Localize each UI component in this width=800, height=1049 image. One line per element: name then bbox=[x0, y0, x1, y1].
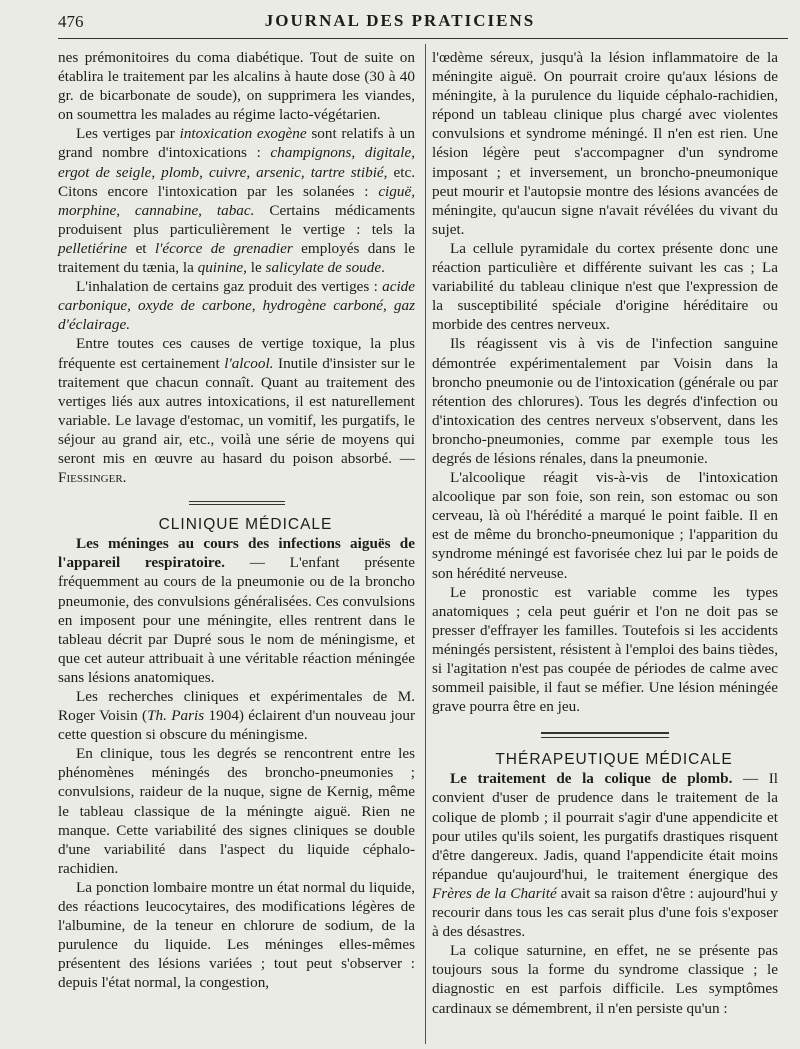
section-title: THÉRAPEUTIQUE MÉDICALE bbox=[495, 751, 733, 769]
paragraph: L'alcoolique réagit vis-à-vis de l'intoxication alcoolique par son foie, son rein, son estomac ou son cerveau, là où l'hérédité a marqué le point faible. Il en est de même du broncho-pneumonique ; l'apparition du syndrome méningé est favorisée chez lui par le poids de son hérédité nerveuse. bbox=[432, 469, 778, 582]
article-first-paragraph: Les méninges au cours des infections aiguës de l'appareil respiratoire. — L'enfant présente fréquemment au cours de la pneumonie ou de la broncho pneumonie, des convulsions généralisées. Ces convulsions en imposent pour une méningite, elles rentrent dans le tableau décrit par Dupré sous le nom de méningisme, et que cet auteur attribuait à une véritable réaction méningée sans lésions anatomiques. bbox=[58, 535, 415, 686]
paragraph: La colique saturnine, en effet, ne se présente pas toujours sous la forme du syndrome classique ; le diagnostic en est parfois difficile. Les symptômes cardinaux se démembrent, il n'en persiste qu'un : bbox=[432, 942, 778, 1017]
section-ornament bbox=[189, 501, 285, 505]
article-first-paragraph: Le traitement de la colique de plomb. — Il convient d'user de prudence dans le traitement de la colique de plomb ; il pourrait s'agir d'une appendicite et pour utiles qu'ils soient, les purgatifs drastiques risquent d'être dangereux. Jadis, quand l'appendicite était moins répandue qu'aujourd'hui, le traitement énergique des Frères de la Charité avait sa raison d'être : aujourd'hui y recourir dans tous les cas serait plus d'une fois s'exposer à des désastres. bbox=[432, 770, 778, 941]
section-ornament bbox=[541, 732, 669, 738]
header-rule bbox=[58, 38, 788, 39]
article-title: Les méninges au cours des infections aiguës de l'appareil respiratoire. bbox=[58, 535, 415, 572]
paragraph: Les vertiges par intoxication exogène sont relatifs à un grand nombre d'intoxications : champignons, digitale, ergot de seigle, plomb, cuivre, arsenic, tartre stibié, etc. Citons encore l'intoxication par les solanées : ciguë, morphine, cannabine, tabac. Certains médicaments produisent plus particulièrement le vertige : tels la pelletiérine et l'écorce de grenadier employés dans le traitement du tænia, la quinine, le salicylate de soude. bbox=[58, 125, 416, 277]
paragraph: La ponction lombaire montre un état normal du liquide, des réactions leucocytaires, des modifications légères de l'albumine, de la teneur en chlorure de sodium, de la purulence du liquide. Les méninges elles-mêmes présentent des lésions variées ; tout peut s'observer : depuis l'état normal, la congestion, bbox=[58, 878, 415, 992]
paragraph: Les recherches cliniques et expérimentales de M. Roger Voisin (Th. Paris 1904) éclairent d'un nouveau jour cette question si obscure du méningisme. bbox=[58, 688, 416, 744]
running-head: JOURNAL DES PRATICIENS bbox=[264, 11, 536, 30]
article-title: Le traitement de la colique de plomb. bbox=[450, 770, 733, 788]
left-column bbox=[58, 48, 415, 993]
section-title: CLINIQUE MÉDICALE bbox=[158, 516, 333, 534]
paragraph: l'œdème séreux, jusqu'à la lésion inflammatoire de la méningite aiguë. On pourrait croire qu'aux lésions de méningite, à la purulence du liquide céphalo-rachidien, répond un tableau clinique plus chargé avec violentes convulsions et syndrome méningé. Il n'en est rien. Une lésion légère peut s'accompagner d'un syndrome imposant ; et inversement, un broncho-pneumonique peut mourir et l'autopsie montre des lésions avancées de méningite, qu'aucun signe n'avait révélées du vivant du sujet. bbox=[432, 49, 778, 238]
paragraph: nes prémonitoires du coma diabétique. Tout de suite on établira le traitement par les alcalins à haute dose (30 à 40 gr. de bicarbonate de soude), on supprimera les viandes, on soumettra les malades au régime lacto-végétarien. bbox=[58, 49, 415, 124]
right-column bbox=[432, 48, 778, 1018]
paragraph: La cellule pyramidale du cortex présente donc une réaction particulière et différente suivant les cas ; La variabilité du tableau clinique n'est que l'expression de la susceptibilité spéciale d'origine héréditaire ou morbide des centres nerveux. bbox=[432, 239, 778, 334]
paragraph: Ils réagissent vis à vis de l'infection sanguine démontrée expérimentalement par Voisin dans la broncho pneumonie ou de l'intoxication (générale ou par rétention des chlorures). Tous les degrés d'infection ou d'intoxication des centres nerveux s'observent, dans les broncho-pneumonies, comme par exemple tous les degrés de lésions rénales, dans la pneumonie. bbox=[432, 335, 778, 467]
paragraph: L'inhalation de certains gaz produit des vertiges : acide carbonique, oxyde de carbone, hydrogène carboné, gaz d'éclairage. bbox=[58, 278, 415, 334]
paragraph: En clinique, tous les degrés se rencontrent entre les phénomènes méningés des broncho-pneumonies ; convulsions, raideur de la nuque, signe de Kernig, même le tableau classique de la méningte aiguë. Rien ne manque. Cette variabilité des signes cliniques se double d'une variabilité dans l'aspect du liquide céphalo-rachidien. bbox=[58, 745, 415, 877]
paragraph: Le pronostic est variable comme les types anatomiques ; cela peut guérir et l'on ne doit pas se presser d'effrayer les familles. Toutefois si les accidents méningés persistent, résistent à l'emploi des bains tièdes, si l'agitation n'est pas coupée de périodes de calme avec sommeil paisible, il faut se méfier. Une lésion méningée grave pourra être en jeu. bbox=[432, 583, 778, 716]
paragraph: Entre toutes ces causes de vertige toxique, la plus fréquente est certainement l'alcool. Inutile d'insister sur le traitement que chacun connaît. Quant au traitement des vertiges liés aux autres intoxications, il est naturellement variable. Le lavage d'estomac, un vomitif, les purgatifs, le séjour au grand air, etc., voilà une série de moyens qui seront mis en œuvre au hasard du poison absorbé. — Fiessinger. bbox=[58, 335, 415, 487]
column-rule bbox=[425, 44, 426, 1044]
author-signature: Fiessinger. bbox=[58, 469, 127, 487]
page-number: 476 bbox=[58, 12, 84, 31]
